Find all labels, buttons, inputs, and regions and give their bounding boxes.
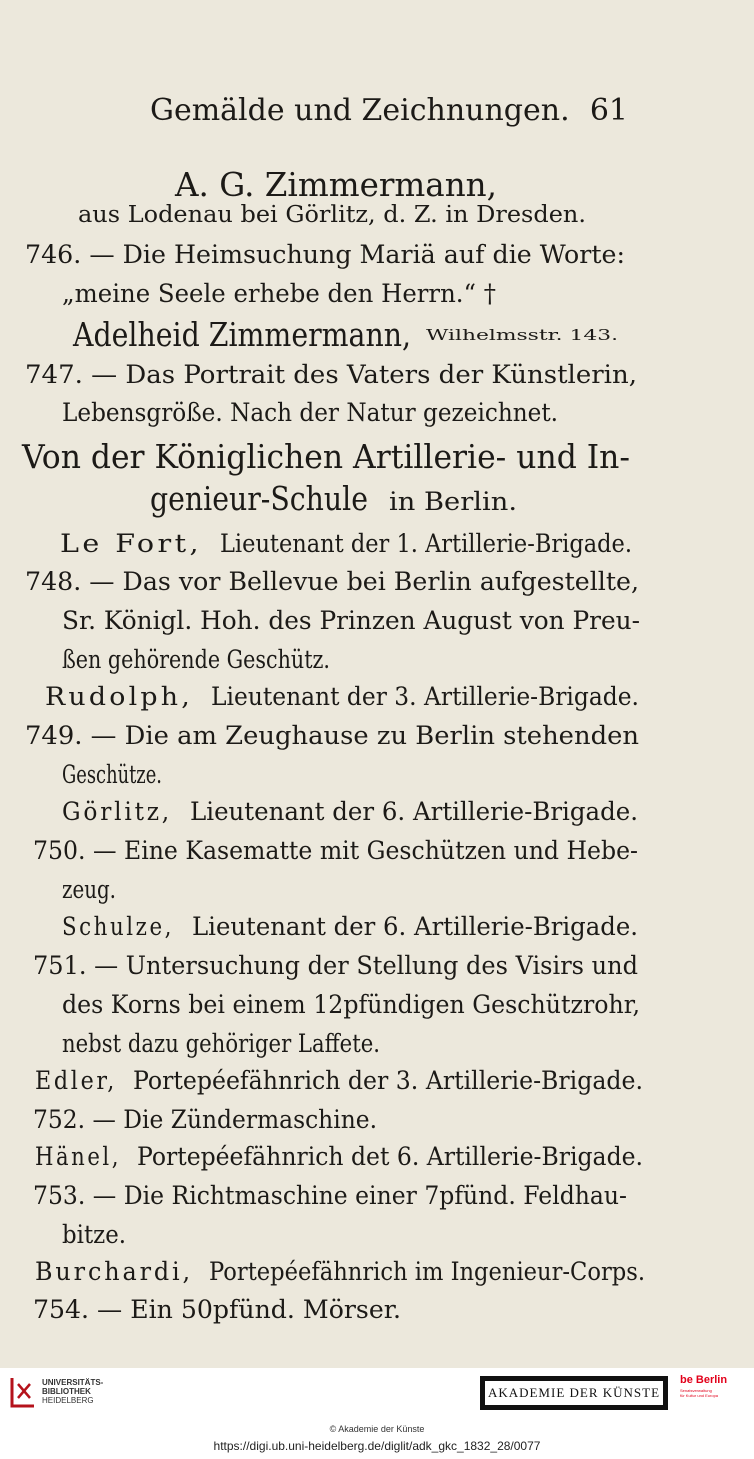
- catalog-entry: 746. — Die Heimsuchung Mariä auf die Worte:: [25, 240, 625, 269]
- artist-address: Wilhelmsstr. 143.: [426, 326, 618, 344]
- permalink-url[interactable]: https://digi.ub.uni-heidelberg.de/diglit/adk_gkc_1832_28/0077: [213, 1439, 541, 1453]
- be-berlin-logo[interactable]: be Berlin Senatsverwaltung für Kultur und Europa: [680, 1374, 728, 1398]
- catalog-entry: 748. — Das vor Bellevue bei Berlin aufgestellte,: [25, 567, 639, 596]
- artist-line: Görlitz, Lieutenant der 6. Artillerie-Brigade.: [62, 797, 638, 826]
- page-number: 61: [589, 93, 628, 128]
- catalog-entry-continued: ßen gehörende Geschütz.: [62, 645, 330, 674]
- university-library-name: UNIVERSITÄTS- BIBLIOTHEK HEIDELBERG: [42, 1378, 104, 1405]
- section-heading: Von der Königlichen Artillerie- und In-: [22, 437, 630, 476]
- artist-name: Adelheid Zimmermann,: [73, 315, 411, 354]
- catalog-entry-continued: bitze.: [62, 1220, 126, 1249]
- artist-name: A. G. Zimmermann,: [175, 165, 497, 204]
- catalog-entry-continued: des Korns bei einem 12pfündigen Geschützrohr,: [62, 990, 640, 1019]
- artist-origin: aus Lodenau bei Görlitz, d. Z. in Dresden.: [78, 202, 586, 228]
- catalog-entry: 747. — Das Portrait des Vaters der Künstlerin,: [25, 360, 637, 389]
- catalog-entry-continued: Geschütze.: [62, 760, 162, 789]
- running-header: [150, 93, 628, 128]
- catalog-entry-continued: Lebensgröße. Nach der Natur gezeichnet.: [62, 398, 558, 427]
- catalog-entry: 752. — Die Zündermaschine.: [33, 1105, 377, 1134]
- artist-line: Burchardi, Portepéefähnrich im Ingenieur-Corps.: [35, 1257, 645, 1286]
- section-heading-continued: genieur-Schule in Berlin.: [150, 479, 517, 518]
- akademie-der-kuenste-logo[interactable]: AKADEMIE DER KÜNSTE: [480, 1376, 668, 1410]
- catalog-entry-continued: „meine Seele erhebe den Herrn.“ †: [62, 279, 496, 308]
- university-library-logo-icon: [8, 1376, 38, 1410]
- header-title: Gemälde und Zeichnungen.: [150, 93, 570, 128]
- catalog-entry: 754. — Ein 50pfünd. Mörser.: [33, 1295, 402, 1324]
- artist-line: Rudolph, Lieutenant der 3. Artillerie-Brigade.: [45, 682, 639, 711]
- catalog-entry-continued: Sr. Königl. Hoh. des Prinzen August von Preu-: [62, 606, 640, 635]
- artist-line: Edler, Portepéefähnrich der 3. Artillerie-Brigade.: [35, 1066, 643, 1095]
- artist-line: Schulze, Lieutenant der 6. Artillerie-Brigade.: [62, 912, 638, 941]
- catalog-entry: 751. — Untersuchung der Stellung des Visirs und: [33, 951, 638, 980]
- viewer-footer: [0, 1368, 754, 1459]
- catalog-entry: 753. — Die Richtmaschine einer 7pfünd. Feldhau-: [33, 1181, 627, 1210]
- artist-line: Hänel, Portepéefähnrich det 6. Artillerie-Brigade.: [35, 1142, 643, 1171]
- copyright-notice: © Akademie der Künste: [329, 1424, 425, 1434]
- catalog-entry: 749. — Die am Zeughause zu Berlin stehenden: [25, 721, 639, 750]
- catalog-entry-continued: zeug.: [62, 875, 116, 904]
- catalog-entry: 750. — Eine Kasematte mit Geschützen und Hebe-: [33, 836, 638, 865]
- catalog-entry-continued: nebst dazu gehöriger Laffete.: [62, 1029, 380, 1058]
- artist-line: Le Fort, Lieutenant der 1. Artillerie-Brigade.: [60, 529, 632, 558]
